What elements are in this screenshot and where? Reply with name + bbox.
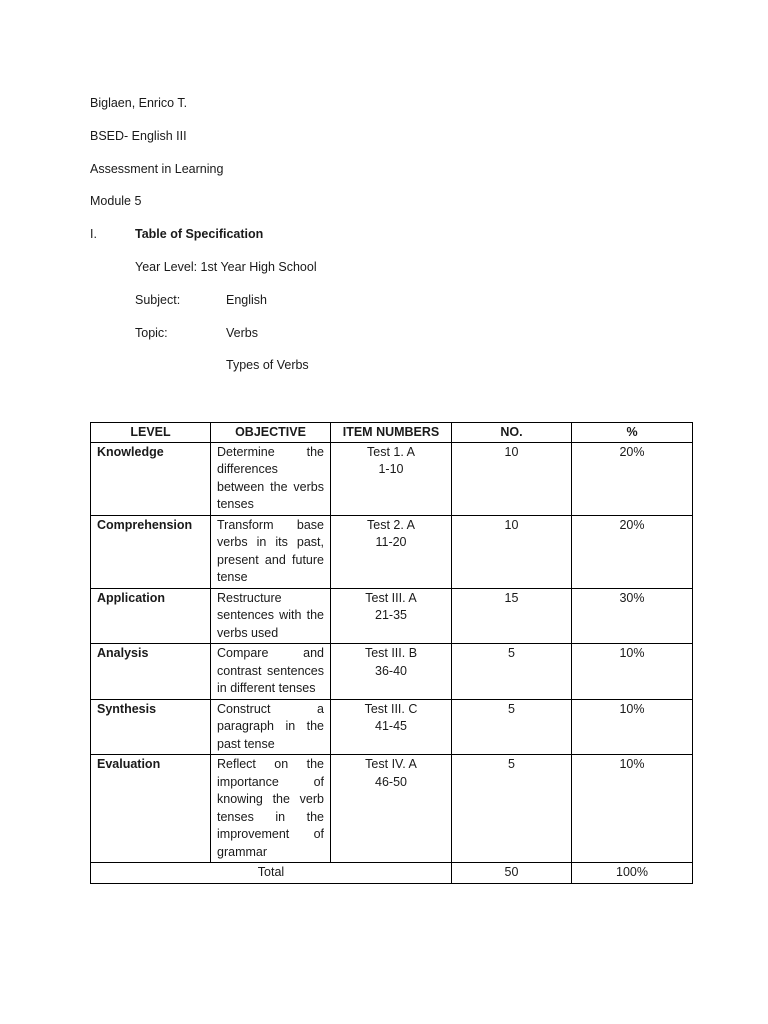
level-cell: Comprehension — [91, 515, 211, 588]
level-cell: Knowledge — [91, 442, 211, 515]
topic-label: Topic: — [135, 326, 168, 340]
table-row — [91, 442, 693, 515]
student-name: Biglaen, Enrico T. — [90, 96, 188, 110]
item-numbers-cell — [331, 699, 452, 755]
objective-cell: Construct a paragraph in the past tense — [211, 699, 331, 755]
item-range: 21-35 — [375, 608, 407, 622]
no-cell: 5 — [452, 755, 572, 863]
no-cell: 10 — [452, 442, 572, 515]
item-range: 11-20 — [375, 535, 407, 549]
percent-cell: 10% — [572, 755, 693, 863]
table-row — [91, 699, 693, 755]
item-numbers-cell — [331, 442, 452, 515]
item-numbers-cell — [331, 644, 452, 700]
header-no: NO. — [452, 423, 572, 443]
topic-value-2: Types of Verbs — [226, 358, 309, 372]
header-item-numbers: ITEM NUMBERS — [331, 423, 452, 443]
level-cell: Evaluation — [91, 755, 211, 863]
test-label: Test III. B — [364, 646, 418, 660]
test-label: Test III. C — [364, 701, 418, 716]
item-range: 36-40 — [375, 663, 407, 678]
topic-value: Verbs — [226, 326, 258, 340]
header-objective: OBJECTIVE — [211, 423, 331, 443]
table-header-row — [91, 423, 693, 443]
percent-cell: 30% — [572, 588, 693, 644]
test-label: Test 2. A — [367, 517, 415, 532]
test-label: Test IV. A — [365, 757, 417, 771]
item-range: 41-45 — [375, 719, 407, 733]
item-numbers-cell — [331, 755, 452, 863]
item-range: 46-50 — [375, 774, 407, 789]
test-label: Test 1. A — [367, 444, 415, 459]
section-title: Table of Specification — [135, 227, 264, 241]
level-cell: Synthesis — [91, 699, 211, 755]
subject-label: Subject: — [135, 293, 181, 307]
subject-value: English — [226, 293, 267, 307]
total-no: 50 — [452, 863, 572, 884]
year-level: Year Level: 1st Year High School — [135, 260, 317, 274]
table-row — [91, 755, 693, 863]
total-label: Total — [91, 863, 452, 884]
subject-title: Assessment in Learning — [90, 162, 224, 176]
table-row — [91, 588, 693, 644]
objective-cell: Compare and contrast sentences in different tenses — [211, 644, 331, 700]
objective-cell: Restructure sentences with the verbs used — [211, 588, 331, 644]
no-cell: 10 — [452, 515, 572, 588]
table-row — [91, 515, 693, 588]
objective-cell: Reflect on the importance of knowing the verb tenses in the improvement of grammar — [211, 755, 331, 863]
level-cell: Application — [91, 588, 211, 644]
percent-cell: 20% — [572, 442, 693, 515]
header-level: LEVEL — [91, 423, 211, 443]
percent-cell: 10% — [572, 699, 693, 755]
objective-cell: Transform base verbs in its past, present and future tense — [211, 515, 331, 588]
no-cell: 5 — [452, 699, 572, 755]
total-percent: 100% — [572, 863, 693, 884]
item-numbers-cell — [331, 515, 452, 588]
item-range: 1-10 — [378, 462, 404, 476]
section-number: I. — [90, 227, 97, 241]
test-label: Test III. A — [365, 590, 417, 605]
no-cell: 15 — [452, 588, 572, 644]
specification-table — [90, 422, 693, 884]
header-percent: % — [572, 423, 693, 443]
item-numbers-cell — [331, 588, 452, 644]
percent-cell: 10% — [572, 644, 693, 700]
no-cell: 5 — [452, 644, 572, 700]
percent-cell: 20% — [572, 515, 693, 588]
total-row — [91, 863, 693, 884]
module-line: Module 5 — [90, 194, 142, 208]
level-cell: Analysis — [91, 644, 211, 700]
course-line: BSED- English III — [90, 129, 187, 143]
table-row — [91, 644, 693, 700]
objective-cell: Determine the differences between the verbs tenses — [211, 442, 331, 515]
